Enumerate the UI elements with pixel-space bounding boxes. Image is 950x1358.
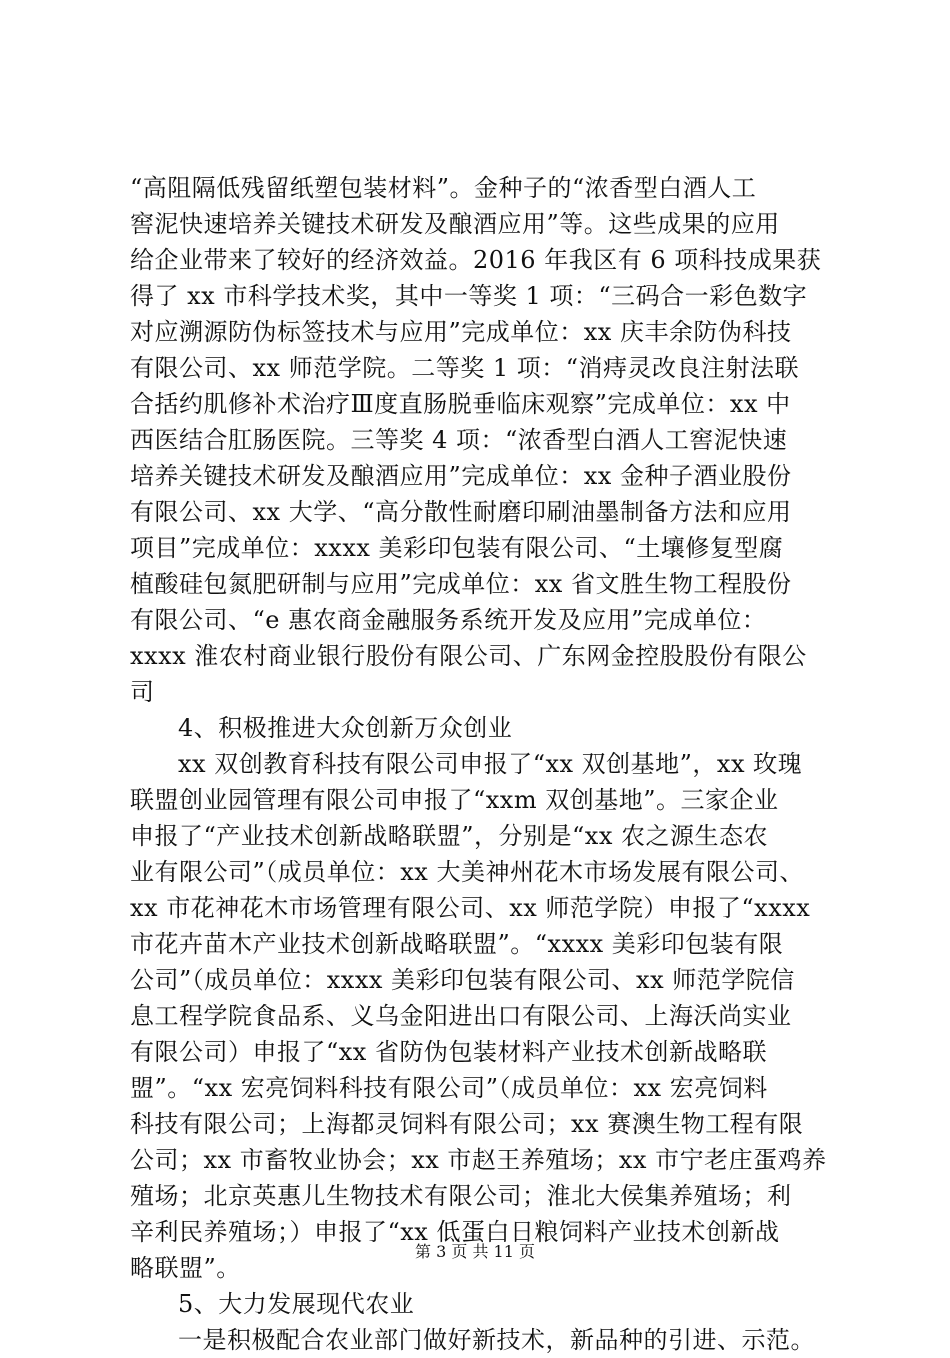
text-line: 盟”。“xx 宏亮饲料科技有限公司”（成员单位：xx 宏亮饲料	[130, 1074, 768, 1102]
text-line: 有限公司、xx 师范学院。二等奖 1 项：“消痔灵改良注射法联	[130, 354, 799, 382]
text-line: 辛利民养殖场；）申报了“xx 低蛋白日粮饲料产业技术创新战	[130, 1218, 780, 1246]
text-line: 对应溯源防伪标签技术与应用”完成单位：xx 庆丰余防伪科技	[130, 318, 792, 346]
text-line: 培养关键技术研发及酿酒应用”完成单位：xx 金种子酒业股份	[130, 462, 792, 490]
text-line: 得了 xx 市科学技术奖，其中一等奖 1 项：“三码合一彩色数字	[130, 282, 808, 310]
text-line: 项目”完成单位：xxxx 美彩印包装有限公司、“土壤修复型腐	[130, 534, 784, 562]
text-line: xx 市花神花木市场管理有限公司、xx 师范学院）申报了“xxxx	[130, 894, 811, 922]
text-line: 市花卉苗木产业技术创新战略联盟”。“xxxx 美彩印包装有限	[130, 930, 784, 958]
text-line: 息工程学院食品系、义乌金阳进出口有限公司、上海沃尚实业	[130, 1002, 792, 1030]
text-line: 科技有限公司；上海都灵饲料有限公司；xx 赛澳生物工程有限	[130, 1110, 804, 1138]
text-line: 公司”（成员单位：xxxx 美彩印包装有限公司、xx 师范学院信	[130, 966, 795, 994]
text-line: 一是积极配合农业部门做好新技术，新品种的引进、示范。	[178, 1326, 815, 1354]
page-number-footer: 第 3 页 共 11 页	[415, 1242, 535, 1261]
text-line: “高阻隔低残留纸塑包装材料”。金种子的“浓香型白酒人工	[130, 174, 757, 202]
text-line: xx 双创教育科技有限公司申报了“xx 双创基地”，xx 玫瑰	[178, 750, 803, 778]
text-line: 殖场；北京英惠儿生物技术有限公司；淮北大侯集养殖场；利	[130, 1182, 792, 1210]
text-line: 有限公司、“e 惠农商金融服务系统开发及应用”完成单位：	[130, 606, 767, 634]
text-line: 联盟创业园管理有限公司申报了“xxm 双创基地”。三家企业	[130, 786, 779, 814]
text-line: 略联盟”。	[130, 1254, 241, 1282]
text-line: 窖泥快速培养关键技术研发及酿酒应用”等。这些成果的应用	[130, 210, 780, 238]
document-body	[130, 170, 850, 1358]
section-heading: 5、大力发展现代农业	[178, 1290, 415, 1318]
text-line: 有限公司、xx 大学、“高分散性耐磨印刷油墨制备方法和应用	[130, 498, 792, 526]
text-line: xxxx 淮农村商业银行股份有限公司、广东网金控股股份有限公	[130, 642, 807, 670]
text-line: 业有限公司”（成员单位：xx 大美神州花木市场发展有限公司、	[130, 858, 804, 886]
text-line: 申报了“产业技术创新战略联盟”，分别是“xx 农之源生态农	[130, 822, 769, 850]
section-heading: 4、积极推进大众创新万众创业	[178, 714, 513, 742]
text-line: 有限公司）申报了“xx 省防伪包装材料产业技术创新战略联	[130, 1038, 767, 1066]
text-line: 给企业带来了较好的经济效益。2016 年我区有 6 项科技成果获	[130, 246, 822, 274]
text-line: 西医结合肛肠医院。三等奖 4 项：“浓香型白酒人工窖泥快速	[130, 426, 788, 454]
text-line: 公司；xx 市畜牧业协会；xx 市赵王养殖场；xx 市宁老庄蛋鸡养	[130, 1146, 827, 1174]
text-line: 植酸硅包氮肥研制与应用”完成单位：xx 省文胜生物工程股份	[130, 570, 792, 598]
text-line: 司	[130, 678, 155, 706]
text-line: 合括约肌修补术治疗Ⅲ度直肠脱垂临床观察”完成单位：xx 中	[130, 390, 791, 418]
